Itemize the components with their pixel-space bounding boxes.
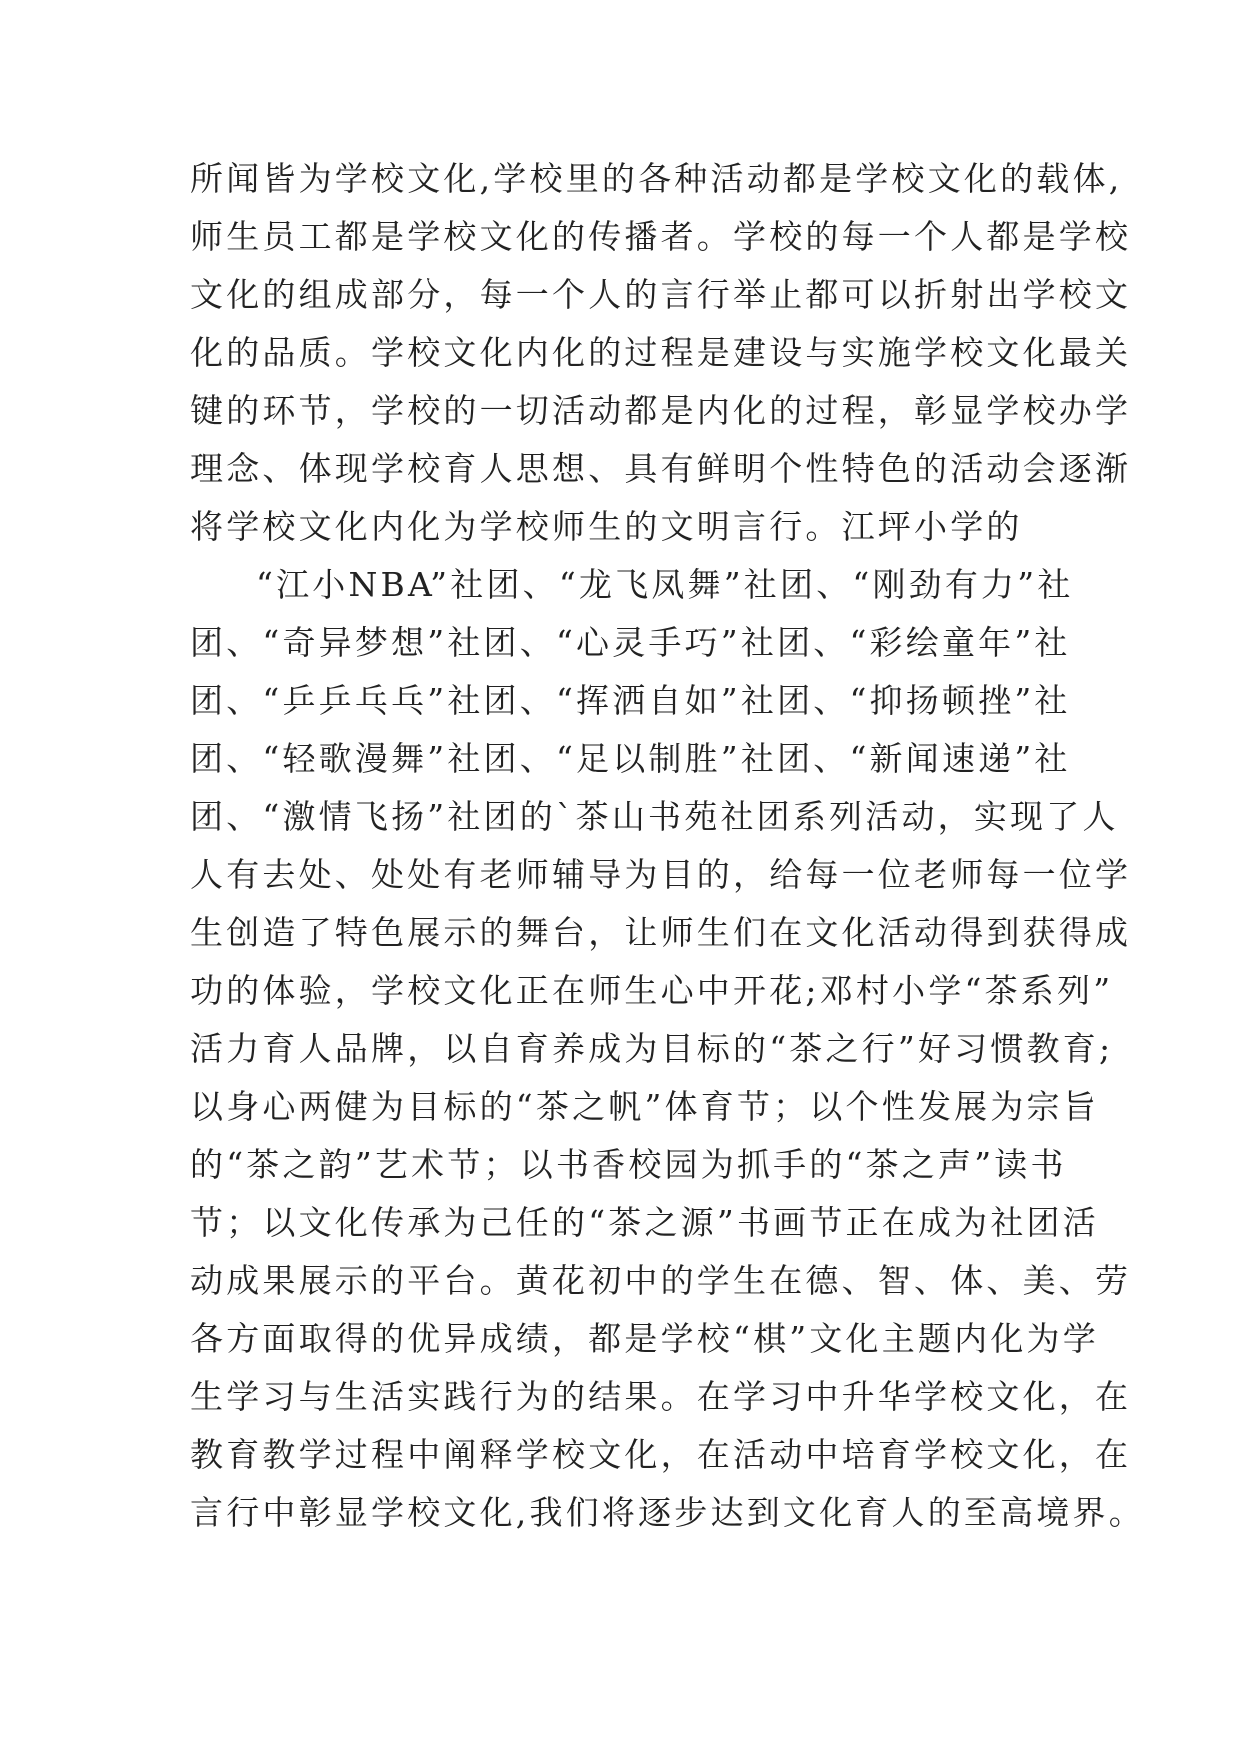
text-line: 功的体验，学校文化正在师生心中开花;邓村小学“茶系列”: [190, 971, 1114, 1010]
text-line: 师生员工都是学校文化的传播者。学校的每一个人都是学校: [190, 217, 1132, 256]
text-line: 文化的组成部分，每一个人的言行举止都可以折射出学校文: [190, 275, 1132, 314]
text-line: 团、“奇异梦想”社团、“心灵手巧”社团、“彩绘童年”社: [190, 623, 1071, 662]
text-line: 节；以文化传承为己任的“茶之源”书画节正在成为社团活: [190, 1203, 1099, 1242]
text-line: 各方面取得的优异成绩，都是学校“棋”文化主题内化为学: [190, 1319, 1099, 1358]
text-line: 言行中彰显学校文化,我们将逐步达到文化育人的至高境界。: [190, 1493, 1145, 1532]
text-line: 化的品质。学校文化内化的过程是建设与实施学校文化最关: [190, 333, 1132, 372]
text-line: 团、“轻歌漫舞”社团、“足以制胜”社团、“新闻速递”社: [190, 739, 1071, 778]
text-line: 生创造了特色展示的舞台，让师生们在文化活动得到获得成: [190, 913, 1132, 952]
body-text: [190, 150, 1145, 1542]
paragraph-first-line: “江小NBA”社团、“龙飞凤舞”社团、“刚劲有力”社: [256, 565, 1074, 604]
text-line: 教育教学过程中阐释学校文化，在活动中培育学校文化，在: [190, 1435, 1132, 1474]
text-line: 动成果展示的平台。黄花初中的学生在德、智、体、美、劳: [190, 1261, 1132, 1300]
text-line: 的“茶之韵”艺术节；以书香校园为抓手的“茶之声”读书: [190, 1145, 1067, 1184]
text-line: 活力育人品牌，以自育养成为目标的“茶之行”好习惯教育;: [190, 1029, 1114, 1068]
text-line: 生学习与生活实践行为的结果。在学习中升华学校文化，在: [190, 1377, 1132, 1416]
text-line: 人有去处、处处有老师辅导为目的，给每一位老师每一位学: [190, 855, 1132, 894]
text-line: 团、“激情飞扬”社团的`茶山书苑社团系列活动，实现了人: [190, 797, 1119, 836]
text-line: 所闻皆为学校文化,学校里的各种活动都是学校文化的载体,: [190, 159, 1123, 198]
text-line: 团、“乒乒乓乓”社团、“挥洒自如”社团、“抑扬顿挫”社: [190, 681, 1071, 720]
text-line: 理念、体现学校育人思想、具有鲜明个性特色的活动会逐渐: [190, 449, 1132, 488]
text-line: 以身心两健为目标的“茶之帆”体育节；以个性发展为宗旨: [190, 1087, 1099, 1126]
text-line: 将学校文化内化为学校师生的文明言行。江坪小学的: [190, 507, 1023, 546]
text-line: 键的环节，学校的一切活动都是内化的过程，彰显学校办学: [190, 391, 1132, 430]
